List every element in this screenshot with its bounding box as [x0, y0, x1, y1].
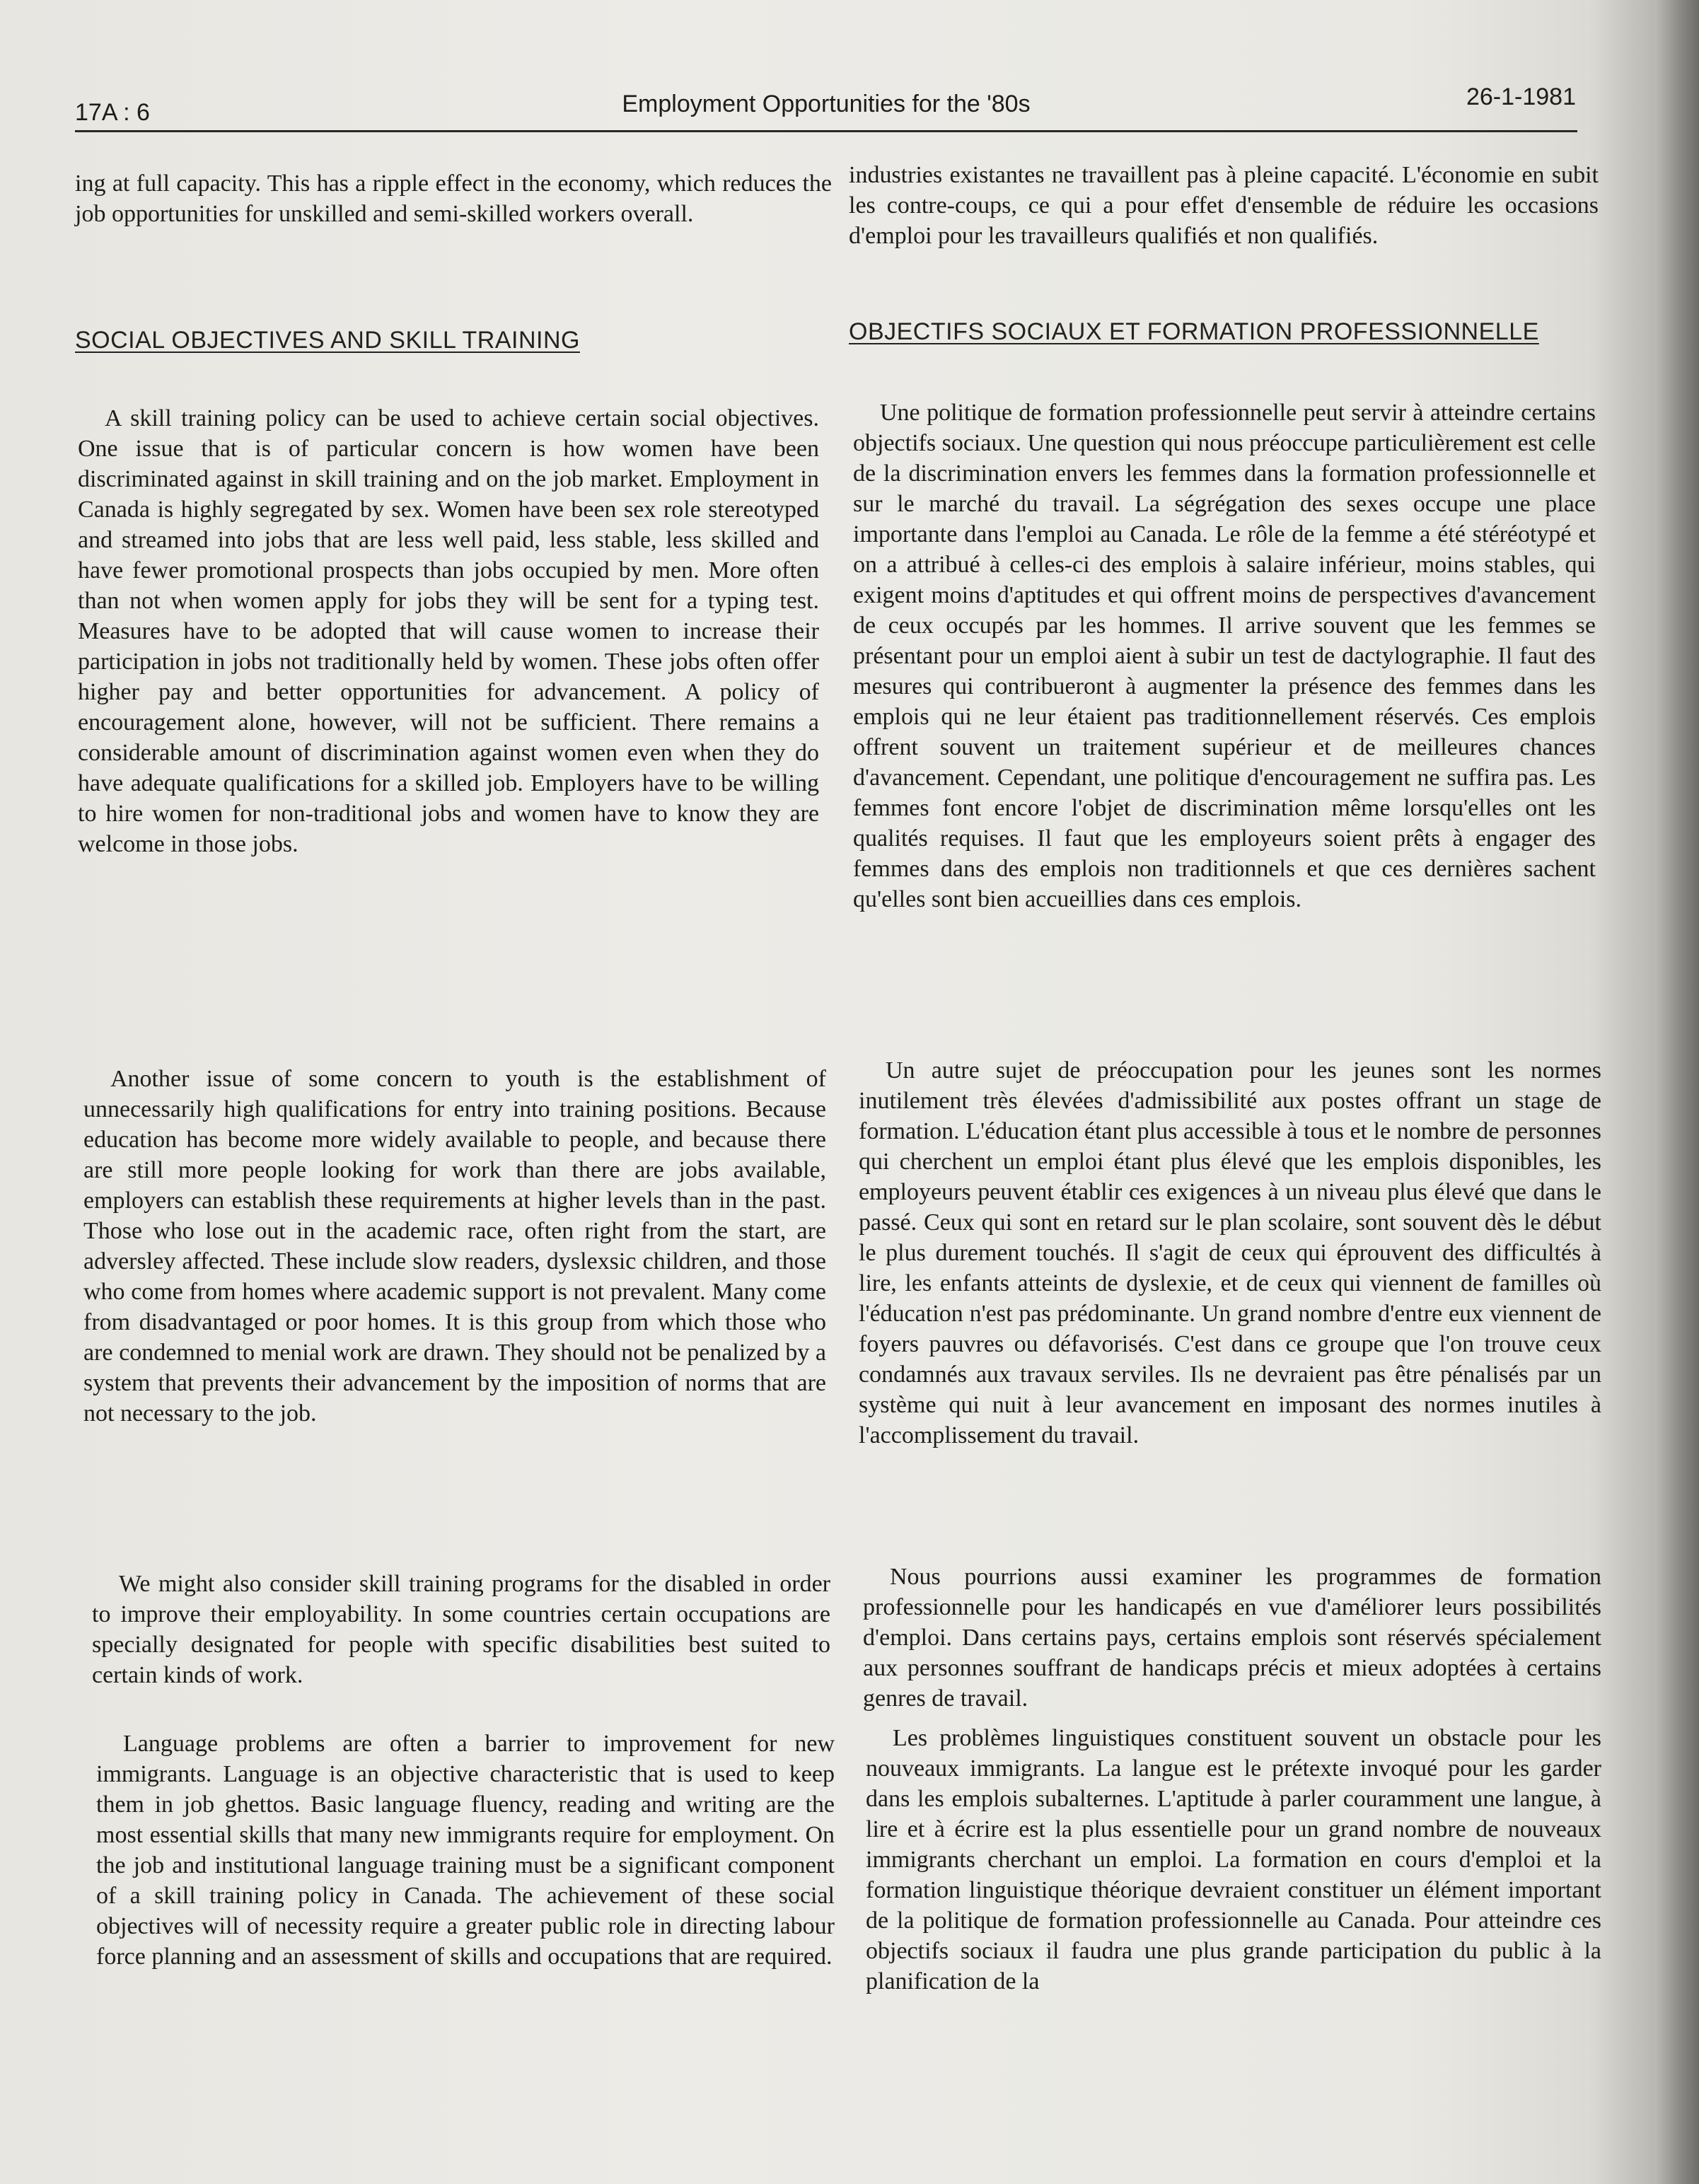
page-header: [75, 83, 1577, 132]
issue-date: 26-1-1981: [1466, 83, 1576, 110]
english-column: [75, 168, 832, 229]
english-paragraph-language: Language problems are often a barrier to improvement for new immigrants. Language is an objective characteristic that is used to keep them in job ghettos. Basic language fluency, reading and writing are the most essential skills that many new immigrants require for employment. On the job and institutional language training must be a significant component of a skill training policy in Canada. The achievement of these social objectives will of necessity require a greater public role in directing labour force planning and an assessment of skills and occupations that are required.: [96, 1731, 835, 1970]
page-edge-shadow: [1655, 0, 1699, 2184]
french-paragraph-disabled: Nous pourrions aussi examiner les programmes de formation professionnelle pour les handicapés en vue d'améliorer leurs possibilités d'emploi. Dans certains pays, certains emplois sont réservés spécialement aux personnes souffrant de handicaps précis et mieux adoptées à certains genres de travail.: [863, 1564, 1601, 1712]
english-paragraph-block-3: [92, 1569, 830, 1690]
page-number: 17A : 6: [75, 99, 150, 126]
english-intro-paragraph: ing at full capacity. This has a ripple effect in the economy, which reduces the job opportunities for unskilled and semi-skilled workers overall.: [75, 170, 832, 227]
french-paragraph-block-3: [863, 1562, 1601, 1714]
english-paragraph-women: A skill training policy can be used to achieve certain social objectives. One issue that is of particular concern is how women have been discriminated against in skill training and on the job market. Employment in Canada is highly segregated by sex. Women have been sex role stereotyped and streamed into jobs that are less well paid, less stable, less skilled and have fewer promotional prospects than jobs occupied by men. More often than not when women apply for jobs they will be sent for a typing test. Measures have to be adopted that will cause women to increase their participation in jobs not traditionally held by women. These jobs often offer higher pay and better opportunities for advancement. A policy of encouragement alone, however, will not be sufficient. There remains a considerable amount of discrimination against women even when they do have adequate qualifications for a skilled job. Employers have to be willing to hire women for non-traditional jobs and women have to know they are welcome in those jobs.: [78, 405, 819, 857]
french-paragraph-block-2: [859, 1055, 1601, 1451]
english-paragraph-block-1: [78, 403, 819, 859]
french-column: [849, 160, 1599, 251]
running-title: Employment Opportunities for the '80s: [622, 91, 1031, 117]
english-paragraph-block-4: [96, 1729, 835, 1972]
french-paragraph-language: Les problèmes linguistiques constituent souvent un obstacle pour les nouveaux immigrants. La langue est le prétexte invoqué pour les garder dans les emplois subalternes. L'aptitude à parler couramment une langue, à lire et à écrire est la plus essentielle pour un grand nombre de nouveaux immigrants cherchant un emploi. La formation en cours d'emploi et la formation linguistique théorique devraient constituer un élément important de la politique de formation professionnelle au Canada. Pour atteindre ces objectifs sociaux il faudra une plus grande participation du public à la planification de la: [866, 1725, 1601, 1994]
english-paragraph-disabled: We might also consider skill training programs for the disabled in order to improve their employability. In some countries certain occupations are specially designated for people with specific disabilities best suited to certain kinds of work.: [92, 1571, 830, 1688]
french-paragraph-block-1: [853, 397, 1596, 914]
english-section-heading: SOCIAL OBJECTIVES AND SKILL TRAINING: [75, 327, 580, 354]
french-paragraph-block-4: [866, 1723, 1601, 1997]
french-paragraph-youth: Un autre sujet de préoccupation pour les jeunes sont les normes inutilement très élevées d'admissibilité aux postes offrant un stage de formation. L'éducation étant plus accessible à tous et le nombre de personnes qui cherchent un emploi étant plus élevé que les emplois disponibles, les employeurs peuvent établir ces exigences à un niveau plus élevé que dans le passé. Ceux qui sont en retard sur le plan scolaire, sont souvent dès le début le plus durement touchés. Il s'agit de ceux qui éprouvent des difficultés à lire, les enfants atteints de dyslexie, et de ceux qui viennent de familles où l'éducation n'est pas prédominante. Un grand nombre d'entre eux viennent de foyers pauvres ou défavorisés. C'est dans ce groupe que l'on trouve ceux condamnés aux travaux serviles. Ils ne devraient pas être pénalisés par un système qui nuit à leur avancement en imposant des normes inutiles à l'accomplissement du travail.: [859, 1057, 1601, 1448]
french-section-heading: OBJECTIFS SOCIAUX ET FORMATION PROFESSIONNELLE: [849, 318, 1539, 345]
english-paragraph-block-2: [83, 1064, 826, 1429]
english-paragraph-youth: Another issue of some concern to youth is the establishment of unnecessarily high qualifications for entry into training positions. Because education has become more widely available to people, and because there are still more people looking for work than there are jobs available, employers can establish these requirements at higher levels than in the past. Those who lose out in the academic race, often right from the start, are adversley affected. These include slow readers, dyslexsic children, and those who come from homes where academic support is not prevalent. Many come from disadvantaged or poor homes. It is this group from which those who are condemned to menial work are drawn. They should not be penalized by a system that prevents their advancement by the imposition of norms that are not necessary to the job.: [83, 1066, 826, 1427]
english-heading-block: [75, 325, 782, 355]
french-heading-block: [849, 317, 1584, 347]
french-intro-paragraph: industries existantes ne travaillent pas à pleine capacité. L'économie en subit les contre-coups, ce qui a pour effet d'ensemble de réduire les occasions d'emploi pour les travailleurs qualifiés et non qualifiés.: [849, 162, 1599, 249]
french-paragraph-women: Une politique de formation professionnelle peut servir à atteindre certains objectifs sociaux. Une question qui nous préoccupe particulièrement est celle de la discrimination envers les femmes dans la formation professionnelle et sur le marché du travail. La ségrégation des sexes occupe une place importante dans l'emploi au Canada. Le rôle de la femme a été stéréotypé et on a attribué à celles-ci des emplois à salaire inférieur, moins stables, qui exigent moins d'aptitudes et qui offrent moins de perspectives d'avancement de ceux occupés par les hommes. Il arrive souvent que les femmes se présentant pour un emploi aient à subir un test de dactylographie. Il faut des mesures qui contribueront à augmenter la présence des femmes dans les emplois qui ne leur étaient pas traditionnellement réservés. Ces emplois offrent souvent un traitement supérieur et de meilleures chances d'avancement. Cependant, une politique d'encouragement ne suffira pas. Les femmes font encore l'objet de discrimination même lorsqu'elles ont les qualités requises. Il faut que les employeurs soient prêts à engager des femmes dans des emplois non traditionnels et que ces dernières sachent qu'elles sont bien accueillies dans ces emplois.: [853, 400, 1596, 912]
